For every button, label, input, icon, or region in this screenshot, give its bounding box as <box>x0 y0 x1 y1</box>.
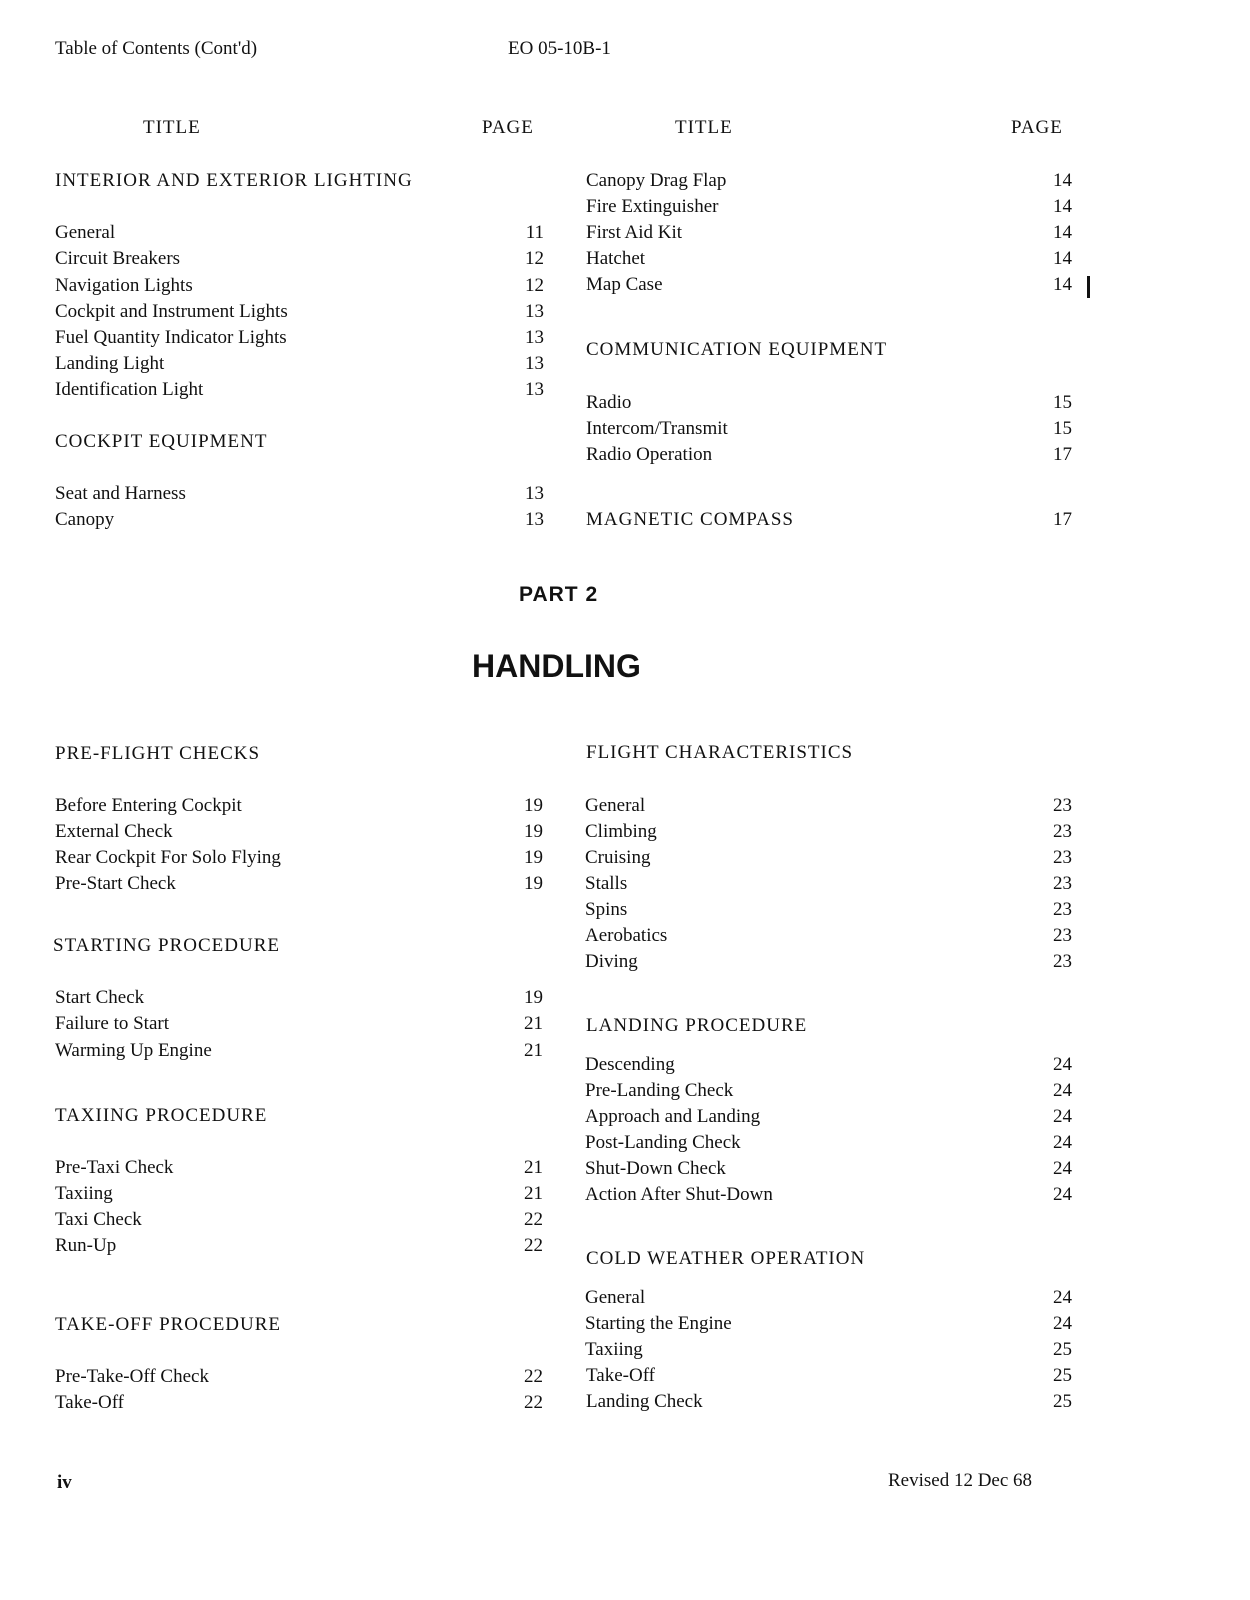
toc-entry-page: 13 <box>525 353 544 374</box>
toc-entry-title[interactable]: Pre-Landing Check <box>585 1080 734 1101</box>
toc-entry-title[interactable]: Landing Light <box>55 353 165 374</box>
toc-entry-title[interactable]: Warming Up Engine <box>55 1040 212 1061</box>
toc-entry-page: 12 <box>525 275 544 296</box>
toc-entry-title[interactable]: Fire Extinguisher <box>586 196 719 217</box>
document-id: EO 05-10B-1 <box>508 38 611 59</box>
toc-entry-page: 24 <box>1053 1054 1072 1075</box>
toc-entry-title[interactable]: Radio Operation <box>586 444 713 465</box>
toc-entry-page: 15 <box>1053 418 1072 439</box>
toc-entry-page: 14 <box>1053 196 1072 217</box>
part-title: HANDLING <box>472 648 641 684</box>
toc-entry-title[interactable]: Starting the Engine <box>585 1313 732 1334</box>
toc-entry-title[interactable]: General <box>585 1287 646 1308</box>
toc-entry-title[interactable]: Canopy <box>55 509 115 530</box>
toc-entry-title[interactable]: Post-Landing Check <box>585 1132 741 1153</box>
toc-entry-page: 14 <box>1053 170 1072 191</box>
toc-entry-title[interactable]: Pre-Start Check <box>55 873 176 894</box>
toc-entry-title[interactable]: Identification Light <box>55 379 204 400</box>
toc-entry-page: 11 <box>525 222 544 243</box>
toc-entry-title[interactable]: General <box>55 222 116 243</box>
section-heading[interactable]: MAGNETIC COMPASS <box>586 509 794 530</box>
toc-entry-page: 23 <box>1053 795 1072 816</box>
toc-entry-title[interactable]: Cruising <box>585 847 651 868</box>
toc-entry-page: 23 <box>1053 925 1072 946</box>
toc-entry-page: 24 <box>1053 1080 1072 1101</box>
toc-entry-page: 19 <box>524 821 543 842</box>
toc-entry-page: 23 <box>1053 847 1072 868</box>
toc-entry-page: 25 <box>1053 1339 1072 1360</box>
toc-entry-title[interactable]: Seat and Harness <box>55 483 186 504</box>
footer-page-number: iv <box>57 1472 72 1493</box>
toc-entry-title[interactable]: Climbing <box>585 821 657 842</box>
toc-entry-title[interactable]: Stalls <box>585 873 628 894</box>
toc-entry-page: 24 <box>1053 1313 1072 1334</box>
toc-entry-title[interactable]: Spins <box>585 899 628 920</box>
toc-entry-page: 23 <box>1053 821 1072 842</box>
toc-entry-page: 22 <box>524 1235 543 1256</box>
section-heading: PRE-FLIGHT CHECKS <box>55 743 261 764</box>
toc-entry-title[interactable]: Cockpit and Instrument Lights <box>55 301 288 322</box>
toc-entry-title[interactable]: Map Case <box>586 274 663 295</box>
toc-entry-page: 13 <box>525 301 544 322</box>
toc-entry-title[interactable]: Diving <box>585 951 638 972</box>
toc-entry-page: 13 <box>525 483 544 504</box>
toc-entry-page: 21 <box>524 1183 543 1204</box>
footer-revision-date: Revised 12 Dec 68 <box>888 1470 1033 1491</box>
toc-entry-title[interactable]: Shut-Down Check <box>585 1158 726 1179</box>
toc-entry-title[interactable]: Hatchet <box>586 248 646 269</box>
toc-entry-page: 17 <box>1053 444 1072 465</box>
toc-entry-title[interactable]: Canopy Drag Flap <box>586 170 727 191</box>
toc-entry-page: 19 <box>524 795 543 816</box>
toc-entry-page: 12 <box>525 248 544 269</box>
toc-entry-page: 19 <box>524 847 543 868</box>
toc-entry-page: 17 <box>1053 509 1072 530</box>
column-header-title-left: TITLE <box>143 117 201 138</box>
toc-entry-page: 14 <box>1053 222 1072 243</box>
toc-entry-page: 23 <box>1053 899 1072 920</box>
toc-entry-title[interactable]: Take-Off <box>586 1365 656 1386</box>
toc-entry-title[interactable]: Taxiing <box>585 1339 643 1360</box>
column-header-title-right: TITLE <box>675 117 733 138</box>
toc-entry-title[interactable]: External Check <box>55 821 173 842</box>
section-heading: TAXIING PROCEDURE <box>55 1105 268 1126</box>
part-label: PART 2 <box>519 583 599 606</box>
toc-entry-page: 22 <box>524 1366 543 1387</box>
toc-entry-page: 13 <box>525 509 544 530</box>
toc-entry-title[interactable]: Circuit Breakers <box>55 248 181 269</box>
section-heading: COLD WEATHER OPERATION <box>586 1248 866 1269</box>
toc-entry-title[interactable]: Pre-Take-Off Check <box>55 1366 209 1387</box>
toc-entry-page: 23 <box>1053 873 1072 894</box>
toc-entry-page: 24 <box>1053 1158 1072 1179</box>
toc-entry-title[interactable]: Aerobatics <box>585 925 668 946</box>
toc-entry-title[interactable]: Approach and Landing <box>585 1106 761 1127</box>
toc-entry-page: 24 <box>1053 1184 1072 1205</box>
revision-bar <box>1087 276 1090 298</box>
toc-entry-title[interactable]: Taxi Check <box>55 1209 142 1230</box>
section-heading: INTERIOR AND EXTERIOR LIGHTING <box>55 170 413 191</box>
section-heading: FLIGHT CHARACTERISTICS <box>586 742 854 763</box>
toc-entry-page: 24 <box>1053 1132 1072 1153</box>
toc-entry-page: 23 <box>1053 951 1072 972</box>
toc-entry-title[interactable]: Failure to Start <box>55 1013 169 1034</box>
toc-entry-page: 14 <box>1053 274 1072 295</box>
toc-entry-page: 21 <box>524 1040 543 1061</box>
toc-entry-page: 19 <box>524 987 543 1008</box>
toc-entry-page: 25 <box>1053 1365 1072 1386</box>
toc-entry-title[interactable]: Rear Cockpit For Solo Flying <box>55 847 281 868</box>
running-header-title: Table of Contents (Cont'd) <box>55 38 258 59</box>
toc-entry-title[interactable]: General <box>585 795 646 816</box>
toc-entry-title[interactable]: Start Check <box>55 987 145 1008</box>
column-header-page-right: PAGE <box>1011 117 1063 138</box>
toc-entry-page: 19 <box>524 873 543 894</box>
section-heading: STARTING PROCEDURE <box>53 935 280 956</box>
toc-entry-title[interactable]: Intercom/Transmit <box>586 418 728 439</box>
section-heading: COMMUNICATION EQUIPMENT <box>586 339 888 360</box>
toc-entry-title[interactable]: Descending <box>585 1054 675 1075</box>
toc-entry-title[interactable]: Action After Shut-Down <box>585 1184 773 1205</box>
toc-entry-title[interactable]: Navigation Lights <box>55 275 193 296</box>
toc-entry-title[interactable]: Landing Check <box>586 1391 703 1412</box>
section-heading: TAKE-OFF PROCEDURE <box>55 1314 282 1335</box>
toc-entry-page: 24 <box>1053 1287 1072 1308</box>
toc-entry-page: 21 <box>524 1013 543 1034</box>
toc-entry-title[interactable]: Pre-Taxi Check <box>55 1157 174 1178</box>
section-heading: LANDING PROCEDURE <box>586 1015 808 1036</box>
toc-entry-page: 25 <box>1053 1391 1072 1412</box>
column-header-page-left: PAGE <box>482 117 534 138</box>
toc-entry-title[interactable]: First Aid Kit <box>586 222 683 243</box>
toc-entry-page: 13 <box>525 379 544 400</box>
toc-entry-page: 13 <box>525 327 544 348</box>
toc-entry-title[interactable]: Fuel Quantity Indicator Lights <box>55 327 287 348</box>
toc-entry-page: 14 <box>1053 248 1072 269</box>
toc-entry-title[interactable]: Radio <box>586 392 632 413</box>
toc-entry-title[interactable]: Run-Up <box>55 1235 117 1256</box>
toc-entry-title[interactable]: Before Entering Cockpit <box>55 795 242 816</box>
toc-entry-title[interactable]: Take-Off <box>55 1392 125 1413</box>
toc-entry-title[interactable]: Taxiing <box>55 1183 113 1204</box>
toc-entry-page: 22 <box>524 1209 543 1230</box>
toc-entry-page: 15 <box>1053 392 1072 413</box>
toc-entry-page: 21 <box>524 1157 543 1178</box>
toc-entry-page: 22 <box>524 1392 543 1413</box>
toc-entry-page: 24 <box>1053 1106 1072 1127</box>
section-heading: COCKPIT EQUIPMENT <box>55 431 268 452</box>
